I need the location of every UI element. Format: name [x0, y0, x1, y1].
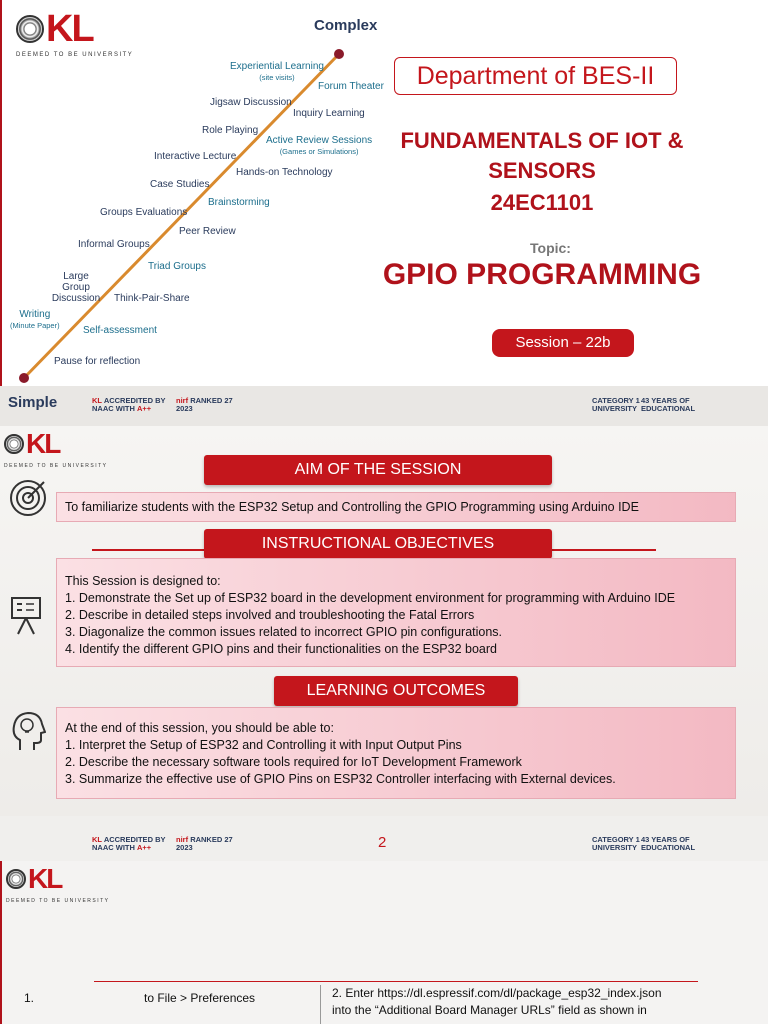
- step1-text: to File > Preferences: [144, 991, 256, 1005]
- logo-text: KL: [28, 863, 62, 894]
- course-title-line2: SENSORS: [488, 158, 596, 183]
- nirf-ranking: nirf RANKED 27 2023: [176, 835, 233, 852]
- course-code: 24EC1101: [490, 190, 594, 215]
- outcomes-intro: At the end of this session, you should be able to:: [65, 721, 334, 735]
- diagram-item-left-7: Large Group Discussion: [51, 271, 101, 304]
- outcome-item: 1. Interpret the Setup of ESP32 and Controlling it with Input Output Pins: [65, 738, 462, 752]
- outcomes-content: [65, 720, 616, 788]
- title-slide: [0, 0, 768, 386]
- department-title: Department of BES-II: [394, 57, 677, 95]
- diagram-item-left-8: Writing (Minute Paper): [10, 309, 60, 330]
- outcomes-box: [56, 707, 736, 799]
- logo-tagline: DEEMED TO BE UNIVERSITY: [16, 52, 134, 58]
- diagram-item-right-7: Think-Pair-Share: [114, 293, 190, 304]
- diagram-item-right-6: Triad Groups: [148, 261, 206, 272]
- diagram-item-left-0: Experiential Learning (site visits): [230, 61, 324, 82]
- diagram-item-left-4: Case Studies: [150, 179, 210, 190]
- steps-column-divider: [320, 985, 321, 1024]
- naac-accreditation: KL ACCREDITED BY NAAC WITH A++: [92, 835, 166, 852]
- category-badge: CATEGORY 1 UNIVERSITY: [592, 835, 640, 852]
- aim-box: [56, 492, 736, 522]
- presentation-board-icon: [8, 594, 44, 638]
- objective-item: 2. Describe in detailed steps involved and troubleshooting the Fatal Errors: [65, 608, 475, 622]
- diagram-item-left-6: Informal Groups: [78, 239, 150, 250]
- head-lightbulb-icon: [10, 710, 46, 754]
- topic-label: Topic:: [530, 240, 571, 256]
- outcome-item: 2. Describe the necessary software tools required for IoT Development Framework: [65, 755, 522, 769]
- objectives-box: [56, 558, 736, 667]
- objective-item: 4. Identify the different GPIO pins and their functionalities on the ESP32 board: [65, 642, 497, 656]
- complex-endpoint: [334, 49, 344, 59]
- diagram-item-left-2: Role Playing: [202, 125, 259, 136]
- outcomes-list: [65, 737, 616, 788]
- naac-accreditation: KL ACCREDITED BY NAAC WITH A++: [92, 396, 166, 413]
- category-badge: CATEGORY 1 UNIVERSITY: [592, 396, 640, 413]
- kl-university-logo-small: [6, 863, 110, 904]
- kl-university-logo-small: [4, 428, 108, 469]
- objectives-banner: INSTRUCTIONAL OBJECTIVES: [204, 529, 552, 559]
- outcome-item: 3. Summarize the effective use of GPIO Pins on ESP32 Controller interfacing with External devices.: [65, 772, 616, 786]
- diagram-item-left-1: Jigsaw Discussion: [210, 97, 292, 108]
- step-number: 1.: [24, 991, 35, 1005]
- diagram-item-right-5: Peer Review: [179, 226, 236, 237]
- session-badge: Session – 22b: [492, 329, 634, 357]
- course-title-line1: FUNDAMENTALS OF IOT &: [400, 128, 684, 153]
- diagram-item-right-1: Inquiry Learning: [293, 108, 365, 119]
- aim-text: To familiarize students with the ESP32 Setup and Controlling the GPIO Programming using Arduino IDE: [65, 500, 639, 514]
- diagram-item-right-2: Active Review Sessions (Games or Simulations): [266, 135, 373, 156]
- logo-text: KL: [26, 428, 60, 459]
- outcomes-banner: LEARNING OUTCOMES: [274, 676, 518, 706]
- nirf-ranking: nirf RANKED 27 2023: [176, 396, 233, 413]
- logo-text: KL: [46, 8, 93, 50]
- target-icon: [8, 478, 48, 518]
- years-badge: 43 YEARS OF EDUCATIONAL: [641, 396, 696, 413]
- diagram-item-left-5: Groups Evaluations: [100, 207, 188, 218]
- slide1-footer: [0, 386, 768, 426]
- slide2-footer: [0, 816, 768, 861]
- steps-slide: [0, 861, 768, 1024]
- diagram-item-right-4: Brainstorming: [208, 197, 270, 208]
- step2-line1: 2. Enter https://dl.espressif.com/dl/package_esp32_index.json: [332, 986, 662, 1000]
- aim-banner: AIM OF THE SESSION: [204, 455, 552, 485]
- diagram-bottom-label: Simple: [8, 394, 58, 411]
- simple-endpoint: [19, 373, 29, 383]
- diagram-item-right-3: Hands-on Technology: [236, 167, 333, 178]
- diagram-top-label: Complex: [314, 17, 378, 34]
- logo-tagline: DEEMED TO BE UNIVERSITY: [6, 898, 110, 904]
- diagram-item-left-3: Interactive Lecture: [154, 151, 237, 162]
- page-number: 2: [378, 834, 387, 851]
- university-seal-icon: [4, 434, 24, 454]
- diagram-item-right-9: Pause for reflection: [54, 356, 141, 367]
- aim-slide: [0, 426, 768, 816]
- objectives-list: [65, 590, 675, 658]
- diagram-item-right-0: Forum Theater: [318, 81, 384, 92]
- years-badge: 43 YEARS OF EDUCATIONAL: [641, 835, 696, 852]
- diagram-item-right-8: Self-assessment: [83, 325, 157, 336]
- objective-item: 1. Demonstrate the Set up of ESP32 board in the development environment for programming with Arduino IDE: [65, 591, 676, 605]
- logo-tagline: DEEMED TO BE UNIVERSITY: [4, 463, 108, 469]
- steps-top-line: [94, 981, 698, 982]
- objectives-intro: This Session is designed to:: [65, 574, 221, 588]
- step2-line2: into the “Additional Board Manager URLs” field as shown in: [332, 1003, 647, 1017]
- objective-item: 3. Diagonalize the common issues related to incorrect GPIO pin configurations.: [65, 625, 503, 639]
- university-seal-icon: [6, 869, 26, 889]
- topic-title: GPIO PROGRAMMING: [382, 258, 702, 291]
- objectives-content: [65, 573, 675, 658]
